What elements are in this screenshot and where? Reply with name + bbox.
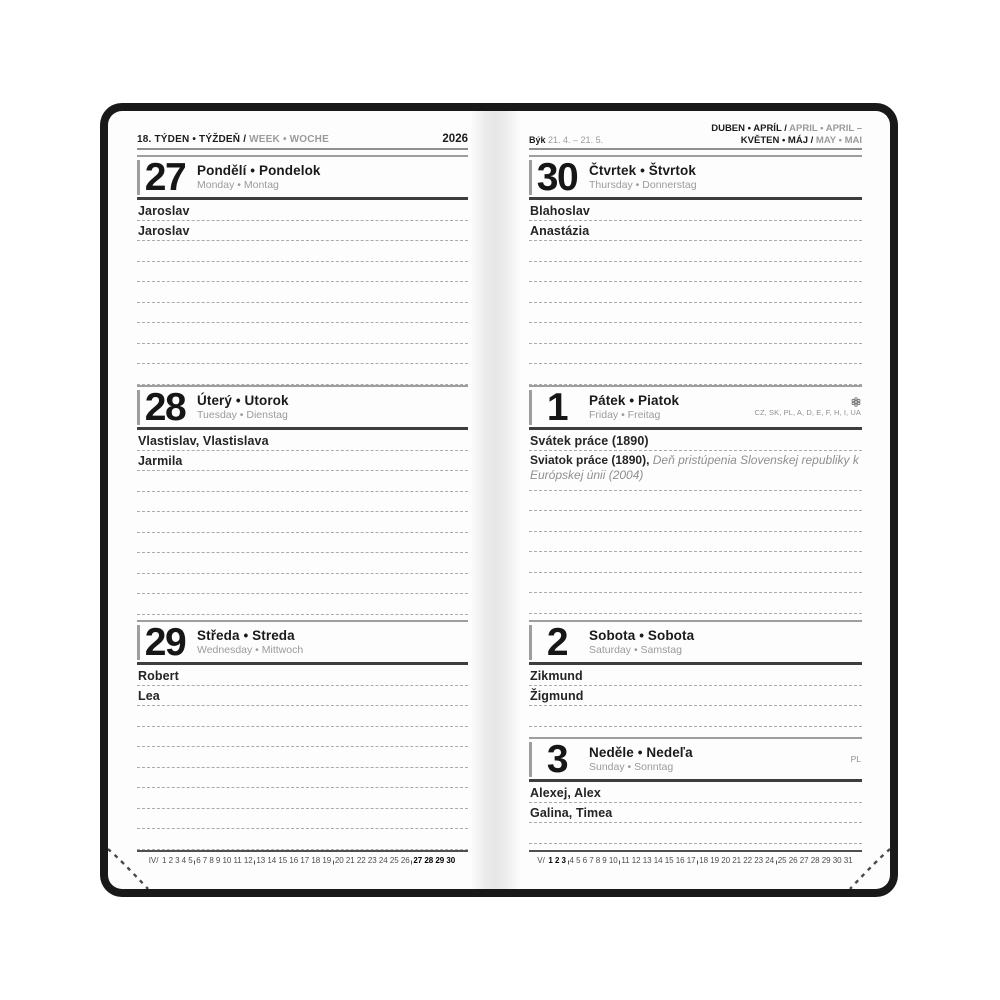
ruled-line [137, 344, 468, 365]
ruled-line [529, 344, 862, 365]
strip-day-number: 14 [653, 856, 663, 865]
day-names [582, 622, 694, 662]
ruled-line [529, 552, 862, 573]
strip-day-number: 5 [188, 856, 193, 865]
ruled-line [529, 532, 862, 553]
day-name-en-de: Saturday • Samstag [589, 644, 682, 656]
day-number: 29 [144, 621, 186, 664]
ruled-line [137, 200, 468, 221]
day-name-cs-sk: Pátek • Piatok [589, 393, 680, 408]
day-name-cs-sk: Úterý • Utorok [197, 393, 289, 408]
day-number: 3 [546, 738, 568, 781]
corner-perforation-arc [844, 843, 890, 889]
ruled-line [529, 573, 862, 594]
strip-day-number: 16 [675, 856, 685, 865]
day-header [529, 737, 862, 782]
ruled-line [529, 430, 862, 451]
day-name-en-de: Friday • Freitag [589, 409, 661, 421]
day-number: 2 [546, 621, 568, 664]
name-day-entry: Jaroslav [138, 203, 190, 218]
day-block-sunday [529, 737, 862, 844]
ruled-line [529, 303, 862, 324]
ruled-line [137, 282, 468, 303]
day-name-en-de: Sunday • Sonntag [589, 761, 674, 773]
week-title [137, 134, 329, 145]
strip-day-number: 17 [686, 856, 696, 865]
ruled-line [529, 823, 862, 844]
ruled-line [137, 727, 468, 748]
ruled-line [137, 553, 468, 574]
day-names [190, 157, 321, 197]
name-day-entry: Zikmund [530, 668, 583, 683]
holiday-entry-sk [530, 453, 862, 484]
ruled-line [137, 768, 468, 789]
strip-day-number: 20 [721, 856, 731, 865]
strip-day-number: 27 [413, 856, 423, 865]
day-name-en-de: Wednesday • Mittwoch [197, 644, 304, 656]
zodiac-label [529, 135, 603, 145]
name-day-entry: Vlastislav, Vlastislava [138, 433, 269, 448]
strip-day-number: 21 [345, 856, 355, 865]
day-names [190, 387, 289, 427]
strip-day-number: 18 [311, 856, 321, 865]
ruled-line [529, 200, 862, 221]
strip-day-number: 19 [322, 856, 332, 865]
month-day-strip-may [529, 850, 862, 865]
holiday-sk-italic: Deň pristúpenia Slovenskej republiky k Európskej únii (2004) [530, 452, 859, 482]
ruled-line [529, 593, 862, 614]
open-pages [108, 111, 890, 889]
strip-day-number: 25 [777, 856, 787, 865]
strip-day-number: 18 [699, 856, 709, 865]
strip-day-number: 31 [843, 856, 853, 865]
day-header [529, 620, 862, 665]
ruled-line [529, 686, 862, 707]
name-day-entry: Jaroslav [138, 224, 190, 238]
holiday-country-badge: PL [850, 754, 861, 764]
strip-day-number: 2 [554, 856, 560, 865]
ruled-line [529, 706, 862, 727]
ruled-line [529, 491, 862, 512]
day-name-cs-sk: Sobota • Sobota [589, 628, 695, 643]
ruled-line [529, 511, 862, 532]
right-page [529, 122, 862, 882]
day-names [582, 739, 693, 779]
day-block-friday [529, 385, 862, 614]
center-gutter [470, 111, 520, 889]
month-day-strip-april [137, 850, 468, 865]
strip-day-number: 2 [168, 856, 174, 865]
strip-day-number: 13 [256, 856, 266, 865]
strip-day-number: 9 [215, 856, 221, 865]
name-day-entry: Anastázia [530, 224, 590, 238]
strip-day-number: 5 [576, 856, 581, 865]
day-header [137, 155, 468, 200]
writing-lines [137, 430, 468, 615]
strip-day-number: 24 [378, 856, 388, 865]
ruled-line [137, 809, 468, 830]
left-page [137, 122, 468, 882]
month-line-april [711, 123, 862, 135]
month-may-light: MAY • MAI [815, 134, 862, 146]
strip-day-number: 12 [243, 856, 253, 865]
day-block-wednesday [137, 620, 468, 850]
ruled-line [137, 492, 468, 513]
day-header [529, 155, 862, 200]
zodiac-dates: 21. 4. – 21. 5. [548, 135, 604, 145]
ruled-line [529, 221, 862, 242]
day-names [582, 157, 697, 197]
strip-day-number: 6 [196, 856, 201, 865]
strip-day-number: 4 [569, 856, 574, 865]
ruled-line [529, 323, 862, 344]
ruled-line [137, 262, 468, 283]
name-day-entry: Lea [138, 689, 160, 703]
writing-lines [529, 200, 862, 385]
day-block-monday [137, 155, 468, 385]
writing-lines [529, 430, 862, 614]
ruled-line [529, 782, 862, 803]
strip-day-number: 28 [424, 856, 434, 865]
strip-day-number: 19 [710, 856, 720, 865]
ruled-line [529, 241, 862, 262]
month-line-may [711, 135, 862, 147]
holiday-sk-bold: Sviatok práce (1890), [530, 452, 650, 467]
strip-day-number: 1 [548, 856, 553, 865]
month-titles [711, 123, 862, 146]
day-name-en-de: Monday • Montag [197, 179, 279, 191]
strip-day-number: 22 [356, 856, 366, 865]
day-name-en-de: Tuesday • Dienstag [197, 409, 288, 421]
ruled-line [137, 747, 468, 768]
strip-day-number: 25 [389, 856, 399, 865]
holiday-entry-cz: Svátek práce (1890) [530, 433, 649, 448]
name-day-entry: Galina, Timea [530, 806, 613, 820]
year-label: 2026 [442, 133, 468, 145]
day-number: 1 [546, 386, 568, 429]
holiday-extras [754, 387, 862, 427]
ruled-line [529, 282, 862, 303]
ruled-line [137, 533, 468, 554]
holiday-countries: CZ, SK, PL, A, D, E, F, H, I, UA [754, 408, 861, 417]
ruled-line [137, 594, 468, 615]
strip-day-number: 22 [743, 856, 753, 865]
strip-day-number: 8 [595, 856, 601, 865]
week-end-tick [697, 861, 698, 865]
strip-day-number: 29 [435, 856, 445, 865]
strip-day-number: 28 [810, 856, 820, 865]
strip-day-number: 30 [446, 856, 456, 865]
day-number: 30 [536, 156, 578, 199]
month-april-bold: DUBEN • APRÍL / [711, 123, 787, 134]
name-day-entry: Robert [138, 668, 179, 683]
strip-day-number: 24 [765, 856, 775, 865]
strip-day-number: 10 [222, 856, 232, 865]
day-number: 27 [144, 156, 186, 199]
flower-icon [851, 397, 861, 407]
week-title-light: WEEK • WOCHE [249, 134, 329, 145]
strip-day-number: 6 [582, 856, 588, 865]
strip-day-number: 9 [602, 856, 607, 865]
ruled-line [137, 829, 468, 850]
strip-day-number: 15 [664, 856, 674, 865]
day-name-cs-sk: Středa • Streda [197, 628, 295, 643]
ruled-line [529, 262, 862, 283]
strip-day-number: 13 [642, 856, 652, 865]
day-names [582, 387, 679, 427]
ruled-line [529, 803, 862, 824]
strip-day-number: 30 [832, 856, 842, 865]
strip-day-number: 11 [233, 856, 242, 865]
month-may-bold: KVĚTEN • MÁJ / [740, 134, 814, 146]
strip-day-number: 12 [631, 856, 641, 865]
strip-day-number: 16 [289, 856, 299, 865]
diary-cover [100, 103, 898, 897]
month-april-light: APRIL • APRIL – [789, 123, 862, 134]
ruled-line [137, 303, 468, 324]
name-day-entry: Žigmund [530, 689, 584, 703]
strip-day-number: 26 [400, 856, 410, 865]
week-title-bold: 18. TÝDEN • TÝŽDEŇ / [137, 134, 247, 145]
strip-day-number: 23 [367, 856, 377, 865]
ruled-line [137, 364, 468, 385]
strip-day-number: 10 [608, 856, 618, 865]
day-header [137, 620, 468, 665]
day-header [529, 385, 862, 430]
strip-day-number: 1 [162, 856, 167, 865]
ruled-line [137, 430, 468, 451]
week-end-tick [776, 861, 777, 865]
name-day-entry: Alexej, Alex [530, 785, 601, 800]
ruled-line [137, 512, 468, 533]
ruled-line [137, 241, 468, 262]
day-name-cs-sk: Čtvrtek • Štvrtok [589, 163, 696, 178]
corner-perforation-arc [108, 843, 154, 889]
strip-day-number: 7 [589, 856, 594, 865]
strip-day-number: 3 [561, 856, 566, 865]
strip-day-number: 27 [799, 856, 809, 865]
week-end-tick [254, 861, 255, 865]
week-end-tick [619, 861, 620, 865]
week-end-tick [194, 861, 195, 865]
strip-day-number: 3 [175, 856, 180, 865]
day-block-thursday [529, 155, 862, 385]
ruled-line [137, 323, 468, 344]
ruled-line [137, 221, 468, 242]
strip-day-number: 15 [278, 856, 288, 865]
ruled-line [137, 665, 468, 686]
ruled-line [529, 665, 862, 686]
strip-day-number: 8 [209, 856, 214, 865]
week-end-tick [333, 861, 334, 865]
strip-day-number: 17 [300, 856, 310, 865]
strip-day-number: 23 [754, 856, 764, 865]
ruled-line [529, 364, 862, 385]
week-end-tick [411, 861, 412, 865]
strip-day-number: 21 [732, 856, 742, 865]
ruled-line-tall [529, 451, 862, 491]
day-number: 28 [144, 386, 186, 429]
strip-day-number: 7 [202, 856, 208, 865]
name-day-entry: Blahoslav [530, 203, 590, 218]
day-block-saturday [529, 620, 862, 727]
ruled-line [137, 574, 468, 595]
day-names [190, 622, 303, 662]
day-name-cs-sk: Pondělí • Pondelok [197, 163, 321, 178]
strip-month-prefix: V/ [537, 856, 545, 865]
day-header [137, 385, 468, 430]
name-day-entry: Jarmila [138, 454, 183, 468]
month-header [529, 122, 862, 150]
ruled-line [137, 686, 468, 707]
writing-lines [137, 200, 468, 385]
writing-lines [529, 665, 862, 727]
zodiac-name: Býk [529, 135, 546, 145]
ruled-line [137, 706, 468, 727]
ruled-line [137, 471, 468, 492]
ruled-line [137, 451, 468, 472]
ruled-line [137, 788, 468, 809]
strip-day-number: 29 [821, 856, 831, 865]
strip-day-number: 11 [621, 856, 630, 865]
day-name-cs-sk: Neděle • Nedeľa [589, 745, 693, 760]
writing-lines [137, 665, 468, 850]
strip-day-number: 4 [181, 856, 187, 865]
strip-day-number: 20 [334, 856, 344, 865]
day-block-tuesday [137, 385, 468, 615]
strip-day-number: 26 [788, 856, 798, 865]
day-name-en-de: Thursday • Donnerstag [589, 179, 697, 191]
strip-month-prefix: IV/ [148, 856, 159, 865]
writing-lines [529, 782, 862, 844]
holiday-extras [851, 739, 862, 779]
week-end-tick [568, 861, 569, 865]
strip-day-number: 14 [267, 856, 277, 865]
week-header [137, 122, 468, 150]
